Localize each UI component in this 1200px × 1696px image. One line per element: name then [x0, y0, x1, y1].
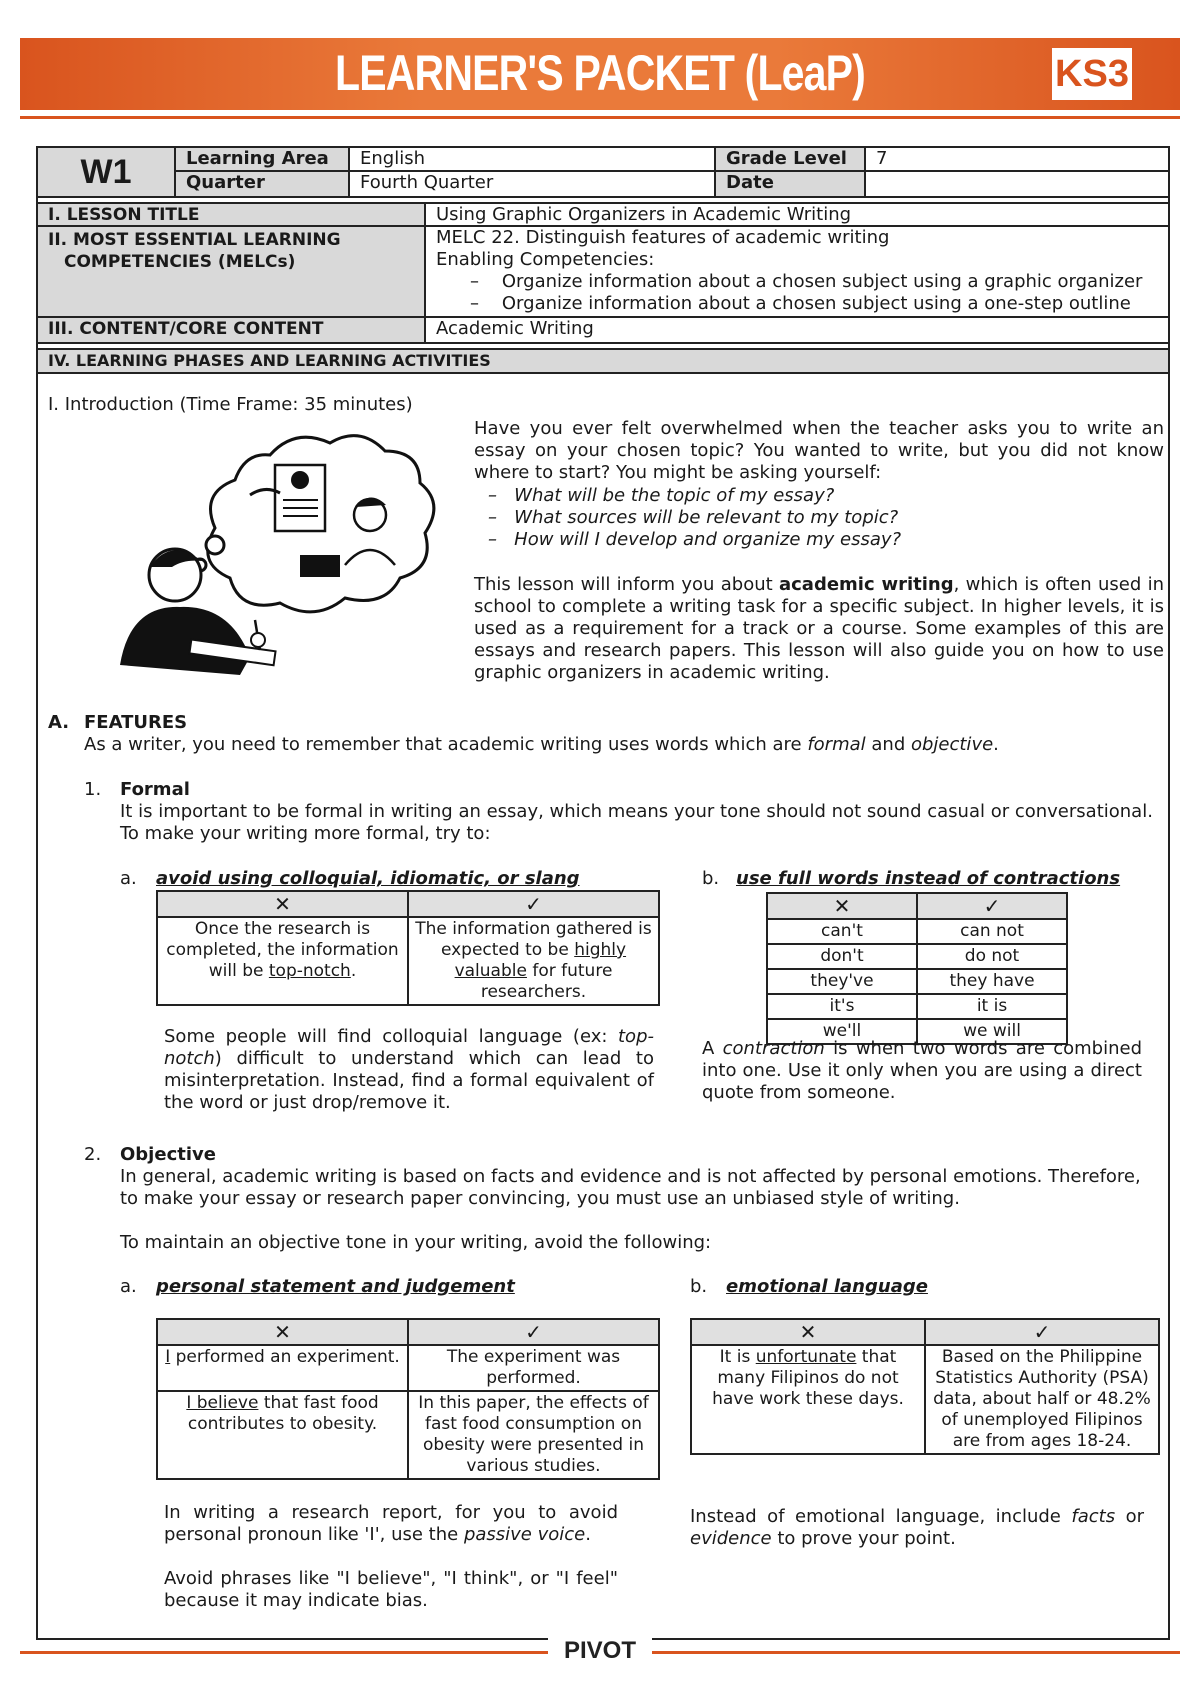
enabling-item: – Organize information about a chosen subject using a one-step outline [470, 293, 1131, 314]
features-intro-end: . [993, 734, 999, 755]
emotional-note-evidence: evidence [690, 1528, 772, 1549]
melc-label-line2: COMPETENCIES (MELCs) [64, 252, 296, 272]
features-heading: FEATURES [84, 712, 188, 733]
contraction-full: can not [917, 919, 1067, 944]
wrong-icon: ✕ [691, 1319, 925, 1345]
contraction-short: don't [767, 944, 917, 969]
features-intro-objective: objective [910, 734, 994, 755]
passive-note-b: . [585, 1524, 591, 1545]
features-letter: A. [48, 712, 70, 733]
objective-b-letter: b. [690, 1276, 708, 1297]
enabling-label: Enabling Competencies: [436, 249, 655, 270]
personal-wrong-term: I [165, 1347, 171, 1367]
contraction-full: do not [917, 944, 1067, 969]
contraction-full: we will [917, 1019, 1067, 1044]
intro-p2-term: academic writing [778, 574, 954, 595]
personal-wrong-text: that fast food contributes to obesity. [187, 1393, 379, 1434]
intro-paragraph-2 [474, 574, 1164, 684]
enabling-item-text: Organize information about a chosen subject using a graphic organizer [501, 271, 1143, 292]
emotional-wrong-term: unfortunate [755, 1347, 857, 1367]
emotional-note-b: or [1115, 1506, 1145, 1527]
lesson-title-value: Using Graphic Organizers in Academic Writing [424, 202, 1170, 227]
passive-note-term: passive voice [463, 1524, 586, 1545]
contraction-row [767, 969, 1067, 994]
emotional-wrong-text: It is [719, 1347, 756, 1367]
colloquial-table [156, 890, 660, 1006]
emotional-wrong [691, 1345, 925, 1454]
features-intro [84, 734, 1164, 756]
features-intro-a: As a writer, you need to remember that academic writing uses words which are [84, 734, 808, 755]
colloquial-note [164, 1026, 654, 1114]
colloquial-wrong: Once the research is completed, the information will be top-notch. [157, 917, 408, 1005]
colloquial-right-text: The information gathered is expected to be [415, 919, 652, 960]
objective-number: 2. [84, 1144, 102, 1165]
formal-text: It is important to be formal in writing an essay, which means your tone should not sound casual or conversational. To make your writing more formal, try to: [120, 801, 1153, 844]
contraction-short: they've [767, 969, 917, 994]
formal-a-letter: a. [120, 868, 137, 889]
objective-text: In general, academic writing is based on facts and evidence and is not affected by personal emotions. Therefore, to make your essay or research paper convincing, you must use an unbiased style of writing. [120, 1166, 1141, 1209]
objective-text-2: To maintain an objective tone in your writing, avoid the following: [120, 1232, 712, 1253]
objective-b-heading: emotional language [726, 1276, 928, 1297]
contractions-table [766, 892, 1068, 1045]
personal-right: In this paper, the effects of fast food consumption on obesity were presented in various studies. [408, 1391, 659, 1479]
enabling-item: – Organize information about a chosen subject using a graphic organizer [470, 271, 1143, 292]
colloquial-note-term: top-notch [164, 1026, 654, 1069]
melc-label-line1: II. MOST ESSENTIAL LEARNING [48, 230, 341, 250]
contraction-full: they have [917, 969, 1067, 994]
personal-wrong-text: performed an experiment. [170, 1347, 400, 1367]
contraction-row [767, 994, 1067, 1019]
date-label: Date [714, 170, 866, 198]
check-icon: ✓ [408, 1319, 659, 1345]
banner-underline [20, 116, 1180, 119]
emotional-note-facts: facts [1071, 1506, 1116, 1527]
formal-a-heading: avoid using colloquial, idiomatic, or slang [156, 868, 580, 889]
intro-p2-a: This lesson will inform you about [474, 574, 779, 595]
learning-area-value: English [348, 146, 716, 172]
intro-question: – How will I develop and organize my essay? [488, 529, 902, 550]
student-thinking-illustration [100, 425, 460, 705]
quarter-label: Quarter [174, 170, 350, 198]
personal-wrong [157, 1345, 408, 1391]
colloquial-note-a: Some people will find colloquial language (ex: [164, 1026, 618, 1047]
pivot-logo: PIVOT [548, 1636, 652, 1666]
learning-area-label: Learning Area [174, 146, 350, 172]
formal-b-letter: b. [702, 868, 720, 889]
colloquial-wrong-text: Once the research is completed, the information will be [166, 919, 399, 981]
colloquial-right [408, 917, 659, 1005]
quarter-value: Fourth Quarter [348, 170, 716, 198]
contraction-full: it is [917, 994, 1067, 1019]
colloquial-right-text-end: for future researchers. [480, 961, 613, 1002]
lesson-title-label: I. LESSON TITLE [36, 202, 426, 227]
emotional-wrong-text-end: that many Filipinos do not have work these days. [712, 1347, 904, 1409]
contraction-note-term: contraction [722, 1038, 825, 1059]
formal-heading: Formal [120, 779, 190, 800]
intro-question-list [488, 485, 1148, 551]
wrong-icon: ✕ [157, 1319, 408, 1345]
melc-value [424, 225, 1170, 318]
contraction-note-b: is when two words are combined into one. Use it only when you are using a direct quote from someone. [702, 1038, 1143, 1103]
formal-number: 1. [84, 779, 102, 800]
week-cell: W1 [36, 146, 176, 198]
colloquial-right-term: highly valuable [454, 940, 627, 981]
check-icon: ✓ [917, 893, 1067, 919]
emotional-note-a: Instead of emotional language, include [690, 1506, 1072, 1527]
emotional-right: Based on the Philippine Statistics Authority (PSA) data, about half or 48.2% of unemployed Filipinos are from ages 18-24. [925, 1345, 1159, 1454]
passive-note-a: In writing a research report, for you to avoid personal pronoun like 'I', use the [164, 1502, 618, 1545]
bias-note: Avoid phrases like "I believe", "I think", or "I feel" because it may indicate bias. [164, 1568, 618, 1611]
intro-question-text: What will be the topic of my essay? [514, 485, 835, 506]
formal-b-heading: use full words instead of contractions [736, 868, 1121, 889]
grade-level-value: 7 [864, 146, 1170, 172]
features-intro-and: and [865, 734, 911, 755]
intro-question-text: How will I develop and organize my essay? [514, 529, 902, 550]
wrong-icon: ✕ [767, 893, 917, 919]
wrong-icon: ✕ [157, 891, 408, 917]
intro-question-text: What sources will be relevant to my topic? [514, 507, 899, 528]
date-value[interactable] [864, 170, 1170, 198]
intro-heading: I. Introduction (Time Frame: 35 minutes) [48, 394, 413, 415]
intro-question: – What will be the topic of my essay? [488, 485, 835, 506]
emotional-language-table [690, 1318, 1160, 1455]
contraction-short: it's [767, 994, 917, 1019]
contraction-note [702, 1038, 1142, 1104]
check-icon: ✓ [408, 891, 659, 917]
colloquial-note-b: ) difficult to understand which can lead to misinterpretation. Instead, find a formal equivalent of the word or just drop/remove it. [164, 1048, 654, 1113]
content-label: III. CONTENT/CORE CONTENT [36, 316, 426, 344]
melc-text: MELC 22. Distinguish features of academic writing [436, 227, 890, 248]
contraction-row [767, 944, 1067, 969]
objective-heading: Objective [120, 1144, 216, 1165]
check-icon: ✓ [925, 1319, 1159, 1345]
emotional-note-c: to prove your point. [771, 1528, 956, 1549]
melc-label [36, 225, 426, 318]
objective-a-heading: personal statement and judgement [156, 1276, 515, 1297]
key-stage-badge: KS3 [1052, 48, 1132, 100]
contraction-note-a: A [702, 1038, 723, 1059]
personal-wrong-term: I believe [186, 1393, 259, 1413]
packet-title: LEARNER'S PACKET (LeaP) [334, 45, 866, 101]
personal-wrong [157, 1391, 408, 1479]
colloquial-wrong-term: top-notch [268, 961, 351, 981]
passive-voice-note [164, 1502, 618, 1546]
contraction-short: can't [767, 919, 917, 944]
emotional-note [690, 1506, 1144, 1550]
learning-phases-header: IV. LEARNING PHASES AND LEARNING ACTIVITIES [36, 348, 1170, 374]
personal-right: The experiment was performed. [408, 1345, 659, 1391]
features-intro-formal: formal [807, 734, 866, 755]
contraction-row [767, 919, 1067, 944]
personal-statement-table [156, 1318, 660, 1480]
contraction-short: we'll [767, 1019, 917, 1044]
enabling-item-text: Organize information about a chosen subject using a one-step outline [501, 293, 1131, 314]
intro-question: – What sources will be relevant to my topic? [488, 507, 899, 528]
objective-a-letter: a. [120, 1276, 137, 1297]
grade-level-label: Grade Level [714, 146, 866, 172]
intro-paragraph-1: Have you ever felt overwhelmed when the teacher asks you to write an essay on your chosen topic? You wanted to write, but you did not know where to start? You might be asking yourself: [474, 418, 1164, 483]
intro-p2-c: , which is often used in school to complete a writing task for a specific subject. In higher levels, it is used as a requirement for a track or a course. Some examples of this are essays and research papers. This lesson will also guide you on how to use graphic organizers in academic writing. [474, 574, 1164, 683]
content-value: Academic Writing [424, 316, 1170, 344]
header-banner [20, 38, 1180, 110]
